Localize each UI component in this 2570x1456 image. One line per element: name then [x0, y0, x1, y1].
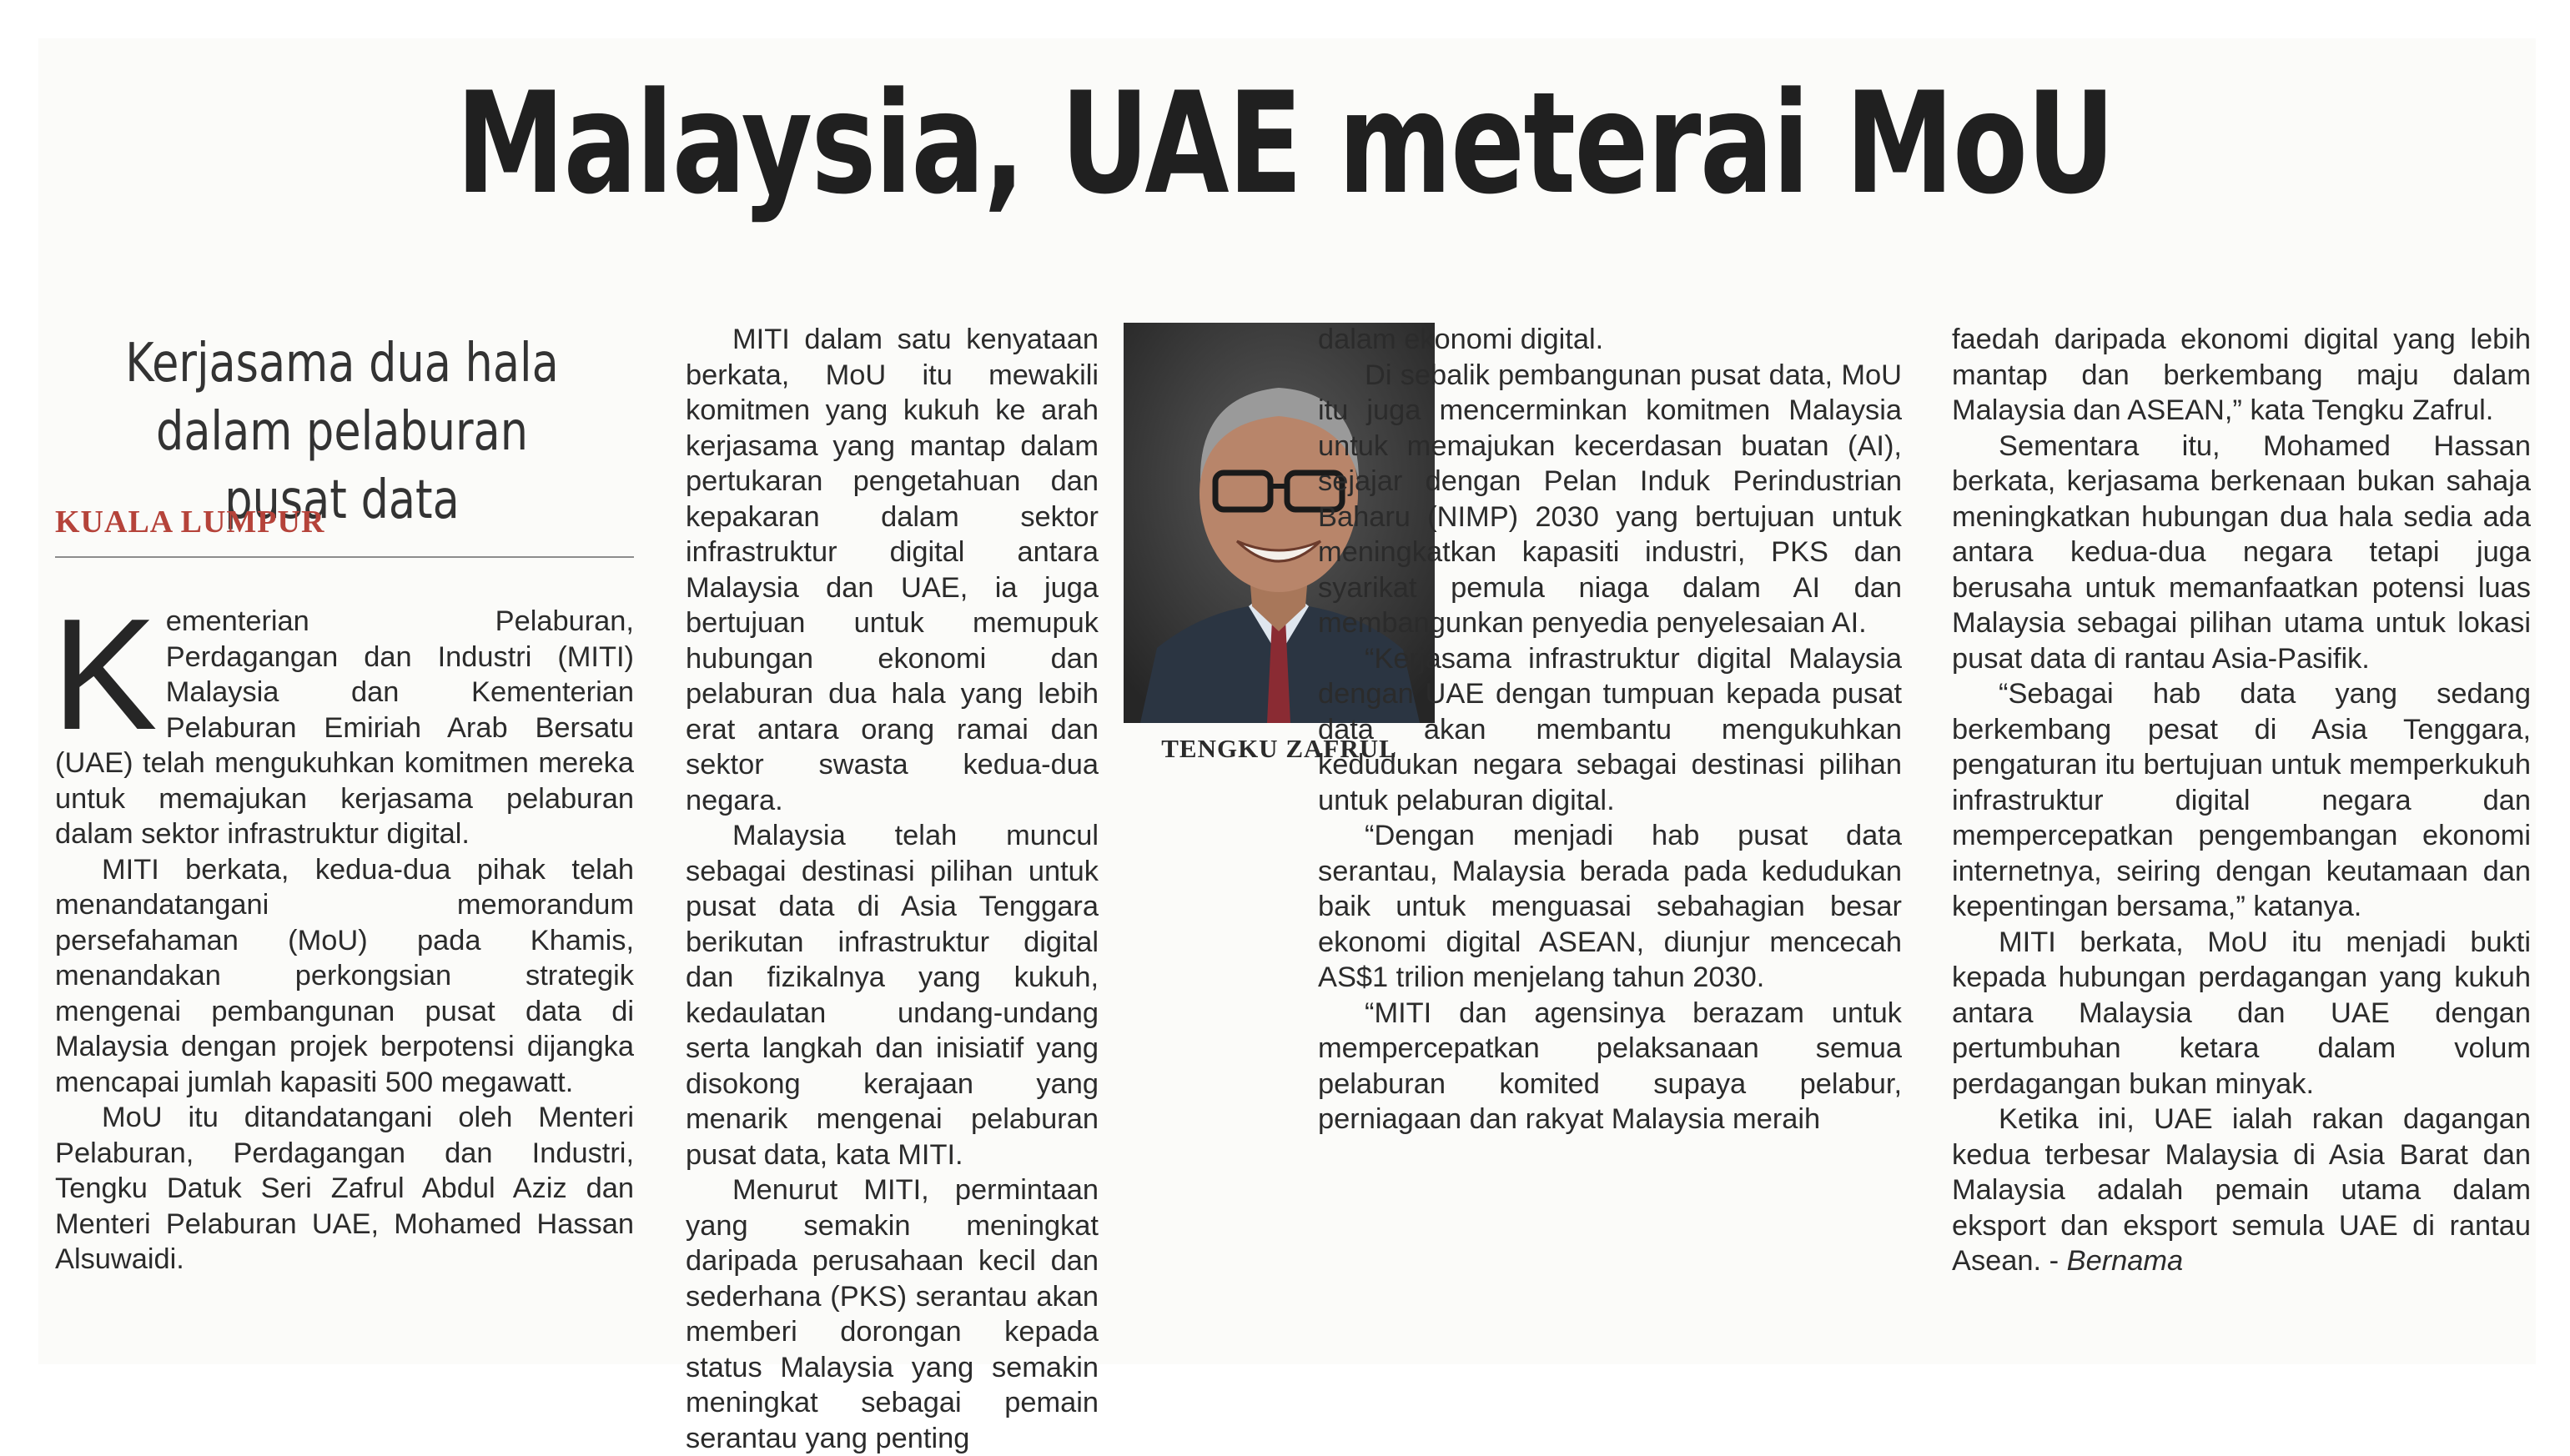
paragraph: MoU itu ditandatangani oleh Menteri Pelaburan, Perdagangan dan Industri, Tengku Datuk Seri Zafrul Abdul Aziz dan Menteri Pelaburan UAE, Mohamed Hassan Alsuwaidi.	[55, 1102, 634, 1275]
article-column-1	[52, 586, 634, 1278]
paragraph: faedah daripada ekonomi digital yang lebih mantap dan berkembang maju dalam Malaysia dan ASEAN,” kata Tengku Zafrul.	[1952, 324, 2531, 426]
paragraph: Menurut MITI, permintaan yang semakin meningkat daripada perusahaan kecil dan sederhana (PKS) serantau akan memberi dorongan kepada status Malaysia yang semakin meningkat sebagai pemain serantau yang penting	[686, 1174, 1099, 1454]
paragraph: dalam ekonomi digital.	[1318, 324, 1604, 355]
paragraph: MITI dalam satu kenyataan berkata, MoU itu mewakili komitmen yang kukuh ke arah kerjasama yang mantap dalam pertukaran pengetahuan dan kepakaran dalam sektor infrastruktur digital antara Malaysia dan UAE, ia juga bertujuan untuk memupuk hubungan ekonomi dan pelaburan dua hala yang lebih erat antara orang ramai dan sektor swasta kedua-dua negara.	[686, 324, 1099, 816]
subheadline: Kerjasama dua hala dalam pelaburan pusat data	[125, 333, 559, 531]
paragraph: “Kerjasama infrastruktur digital Malaysia dengan UAE dengan tumpuan kepada pusat data akan membantu mengukuhkan kedudukan negara sebagai destinasi pilihan untuk pelaburan digital.	[1318, 642, 1902, 816]
paragraph: MITI berkata, kedua-dua pihak telah menandatangani memorandum persefahaman (MoU) pada Khamis, menandakan perkongsian strategik mengenai pembangunan pusat data di Malaysia dengan projek berpotensi dijangka mencapai jumlah kapasiti 500 megawatt.	[55, 853, 634, 1098]
dateline: KUALA LUMPUR	[55, 505, 325, 540]
paragraph: MITI berkata, MoU itu menjadi bukti kepada hubungan perdagangan yang kukuh antara Malaysia dan UAE dengan pertumbuhan ketara dalam volum perdagangan bukan minyak.	[1952, 926, 2531, 1100]
paragraph: Di sebalik pembangunan pusat data, MoU itu juga mencerminkan komitmen Malaysia untuk memajukan kecerdasan buatan (AI), sejajar dengan Pelan Induk Perindustrian Baharu (NIMP) 2030 yang bertujuan untuk meningkatkan kapasiti industri, PKS dan syarikat pemula niaga dalam AI dan membangunkan penyedia penyelesaian AI.	[1318, 359, 1902, 639]
paragraph: “MITI dan agensinya berazam untuk mempercepatkan pelaksanaan semua pelaburan komited supaya pelabur, perniagaan dan rakyat Malaysia meraih	[1318, 997, 1902, 1135]
paragraph: Sementara itu, Mohamed Hassan berkata, kerjasama berkenaan bukan sahaja meningkatkan hubungan dua hala sedia ada antara kedua-dua negara tetapi juga berusaha untuk memanfaatkan potensi luas Malaysia sebagai pilihan utama untuk lokasi pusat data di rantau Asia-Pasifik.	[1952, 429, 2531, 675]
headline: Malaysia, UAE meterai MoU	[455, 62, 2115, 225]
paragraph: Malaysia telah muncul sebagai destinasi pilihan untuk pusat data di Asia Tenggara berikutan infrastruktur digital dan fizikalnya yang kukuh, kedaulatan undang-undang serta langkah dan inisiatif yang disokong kerajaan yang menarik mengenai pelaburan pusat data, kata MITI.	[686, 820, 1099, 1171]
paragraph-text: ementerian Pelaburan, Perdagangan dan Industri (MITI) Malaysia dan Kementerian Pelaburan Emiriah Arab Bersatu (UAE) telah mengukuhkan komitmen mereka untuk memajukan kerjasama pelaburan dalam sektor infrastruktur digital.	[55, 605, 634, 850]
paragraph	[52, 586, 634, 852]
photo-caption: TENGKU ZAFRUL	[1161, 734, 1397, 763]
paragraph: “Sebagai hab data yang sedang berkembang pesat di Asia Tenggara, pengaturan itu bertujuan untuk memperkukuh infrastruktur digital negara dan mempercepatkan pengembangan ekonomi internetnya, seiring dengan keutamaan dan kepentingan bersama,” katanya.	[1952, 678, 2531, 922]
article-column-3	[1318, 322, 1902, 1137]
news-agency-credit: Bernama	[2066, 1245, 2184, 1277]
paragraph: “Dengan menjadi hab pusat data serantau, Malaysia berada pada kedudukan baik untuk menguasai sebahagian besar ekonomi digital ASEAN, diunjur mencecah AS$1 trilion menjelang tahun 2030.	[1318, 820, 1902, 993]
dropcap: K	[52, 586, 158, 763]
paragraph	[1952, 1102, 2531, 1279]
article-column-2	[686, 322, 1099, 1456]
divider	[55, 556, 634, 558]
article-column-4	[1952, 322, 2531, 1279]
paragraph-text: Ketika ini, UAE ialah rakan dagangan kedua terbesar Malaysia di Asia Barat dan Malaysia adalah pemain utama dalam eksport dan eksport semula UAE di rantau Asean. -	[1952, 1103, 2531, 1277]
